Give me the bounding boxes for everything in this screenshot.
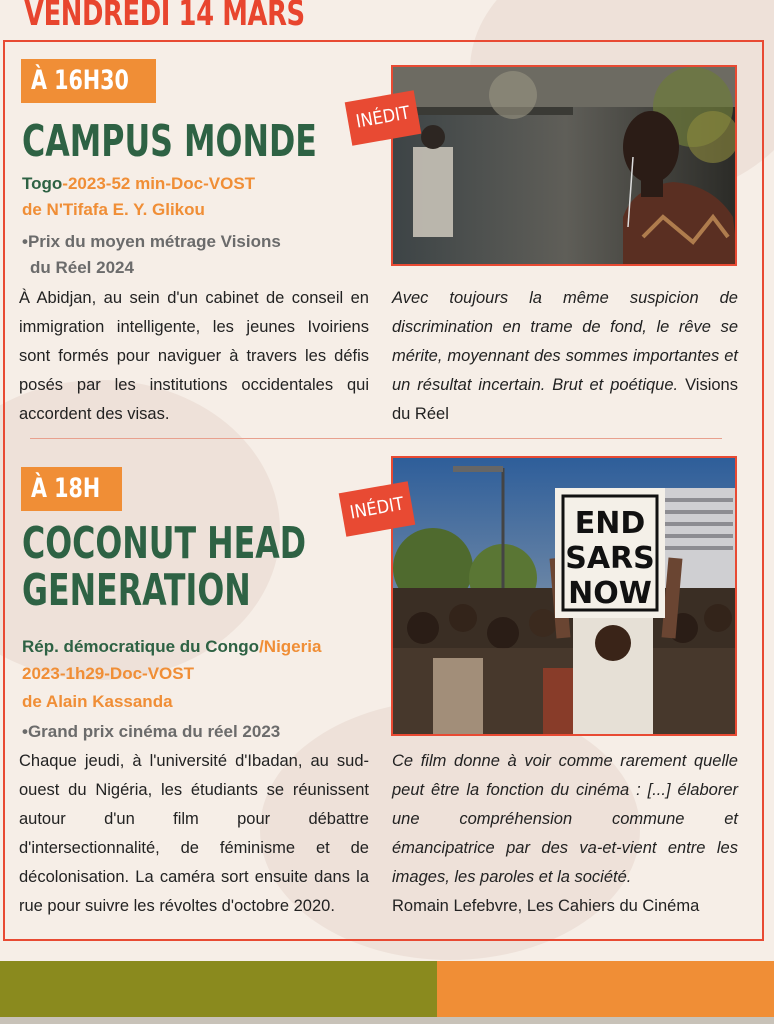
- time-badge: À 18H: [21, 467, 122, 511]
- film-quote: Ce film donne à voir comme rarement quelle peut être la fonction du cinéma : [...] élaborer une compréhension commune et émancipatrice par des va-et-vient entre les images, les paroles et la société. Romain Lefebvre, Les Cahiers du Cinéma: [392, 752, 738, 915]
- film-title: CAMPUS MONDE: [22, 116, 317, 167]
- sign-text-sars: SARS: [565, 541, 655, 576]
- film-meta: Rép. démocratique du Congo/Nigeria: [22, 637, 322, 656]
- inedit-badge: INÉDIT: [345, 90, 422, 145]
- film-quote: Avec toujours la même suspicion de discrimination en trame de fond, le rêve se mérite, moyennant des sommes importantes et un résultat incertain. Brut et poétique. Visions du Réel: [392, 289, 738, 423]
- footer-strip: [0, 1017, 774, 1024]
- sign-text-now: NOW: [568, 576, 652, 611]
- film-still-coconut-head-generation: [391, 456, 737, 736]
- sign-text-end: END: [574, 506, 646, 541]
- day-title: VENDREDI 14 MARS: [24, 0, 305, 34]
- still-illustration: [393, 67, 737, 266]
- footer-band-olive: [0, 961, 437, 1024]
- film-meta-details: 2023-1h29-Doc-VOST: [22, 664, 195, 683]
- inedit-badge: INÉDIT: [339, 481, 416, 536]
- film-title-line2: GENERATION: [22, 565, 251, 616]
- footer-band-orange: [437, 961, 774, 1024]
- film-director: de N'Tifafa E. Y. Glikou: [22, 200, 205, 219]
- film-award-cont: du Réel 2024: [30, 258, 134, 277]
- still-illustration: [393, 458, 737, 736]
- film-description: Chaque jeudi, à l'université d'Ibadan, au sud-ouest du Nigéria, les étudiants se réunissent autour d'un film pour débattre d'intersectionnalité, de féminisme et de décolonisation. La caméra sort ensuite dans la rue pour suivre les révoltes d'octobre 2020.: [19, 752, 369, 915]
- film-award: •Grand prix cinéma du réel 2023: [22, 722, 281, 741]
- film-description: À Abidjan, au sein d'un cabinet de conseil en immigration intelligente, les jeunes Ivoiriens sont formés pour naviguer à travers les défis posés par les institutions occidentales qui accordent des visas.: [19, 289, 369, 423]
- film-meta: Togo-2023-52 min-Doc-VOST: [22, 174, 256, 193]
- section-divider: [30, 438, 722, 439]
- film-director: de Alain Kassanda: [22, 692, 173, 711]
- film-title-line1: COCONUT HEAD: [22, 518, 307, 569]
- film-still-campus-monde: [391, 65, 737, 266]
- time-badge: À 16H30: [21, 59, 156, 103]
- film-award: •Prix du moyen métrage Visions: [22, 232, 281, 251]
